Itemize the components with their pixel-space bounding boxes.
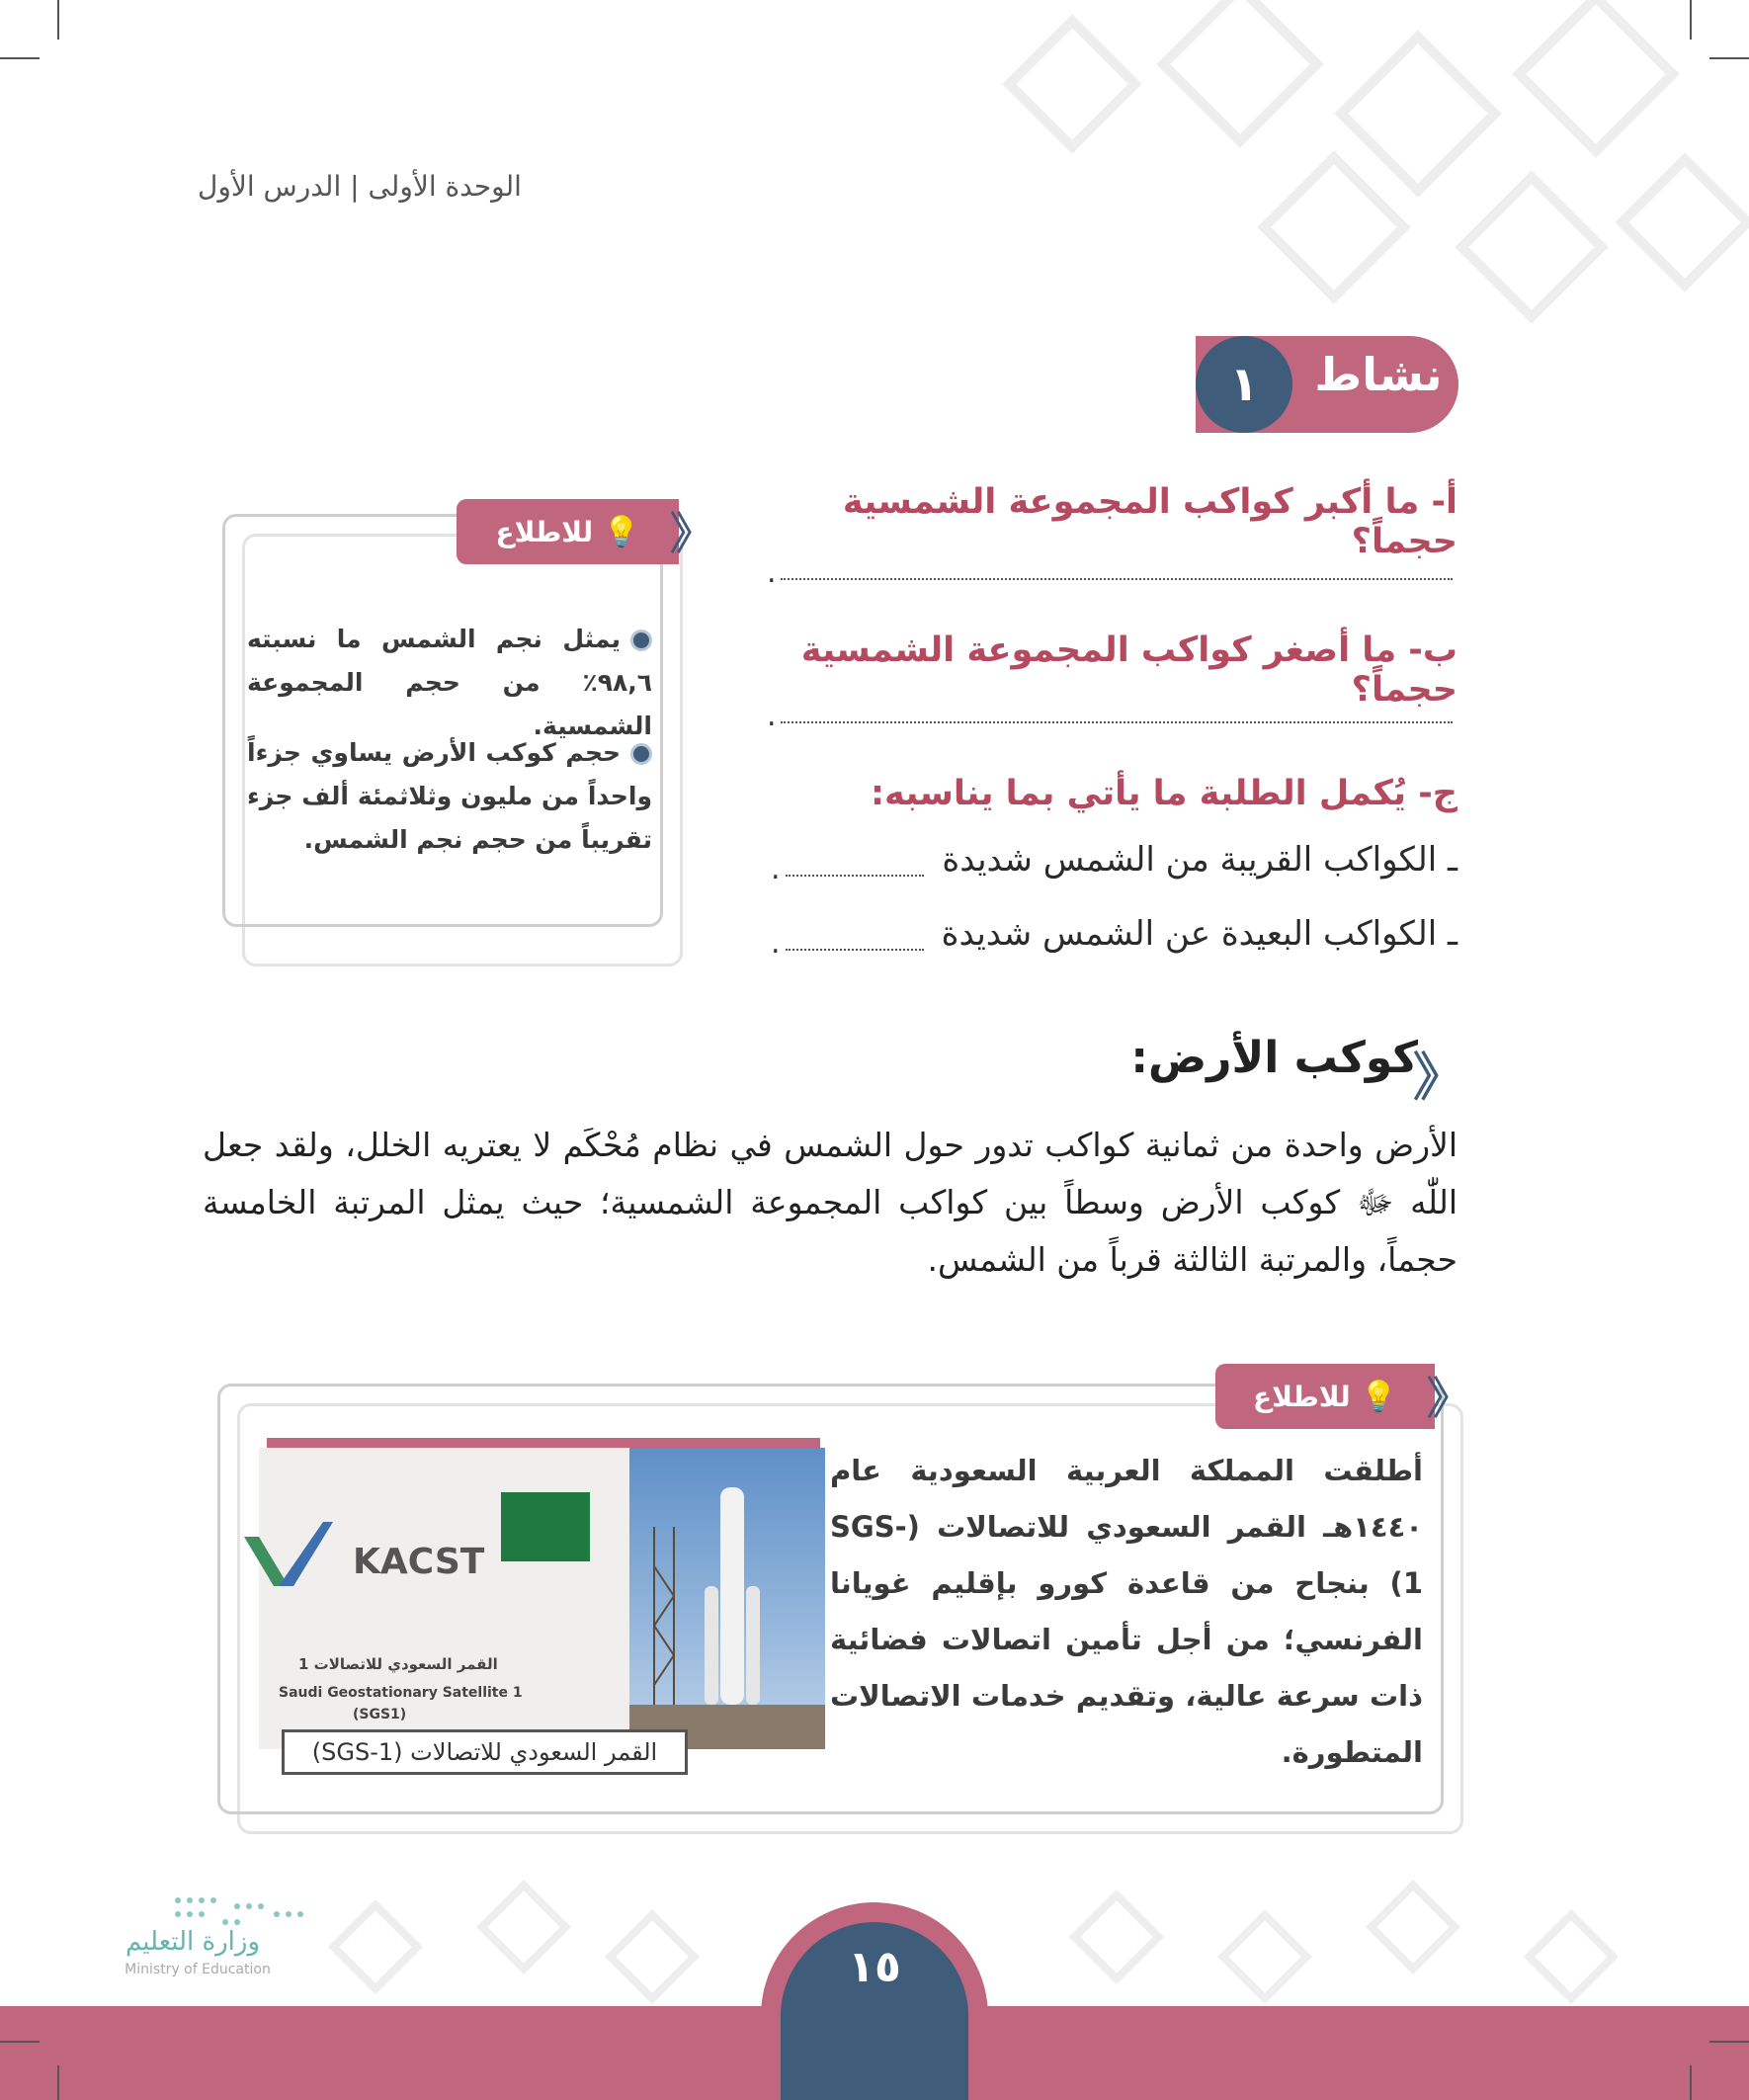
rocket-icon — [629, 1448, 825, 1749]
kacst-photo — [259, 1448, 629, 1749]
info-box-2-paragraph: أطلقت المملكة العربية السعودية عام ١٤٤٠هـ القمر السعودي للاتصالات (SGS-1) بنجاح من قاعدة كورو بإقليم غويانا الفرنسي؛ من أجل تأمين اتصالات فضائية ذات سرعة عالية، وتقديم خدمات الاتصالات المتطورة. — [830, 1454, 1423, 1769]
completion-blank-1[interactable] — [786, 875, 924, 877]
answer-line-b[interactable] — [781, 721, 1453, 723]
answer-line-a[interactable] — [781, 578, 1453, 580]
completion-end: . — [771, 852, 781, 886]
satellite-code: (SGS1) — [353, 1707, 407, 1722]
answer-line-end: . — [767, 555, 777, 590]
question-c: ج- يُكمل الطلبة ما يأتي بما يناسبه: — [871, 774, 1458, 813]
bullet-icon — [630, 630, 652, 651]
page-number: ١٥ — [781, 1922, 968, 2100]
crop-mark — [0, 57, 40, 59]
ministry-name-en: Ministry of Education — [125, 1962, 271, 1977]
satellite-label-ar: القمر السعودي للاتصالات 1 — [298, 1655, 498, 1673]
chevron-left-icon: 《 — [1427, 1374, 1470, 1424]
satellite-label-en: Saudi Geostationary Satellite 1 — [279, 1685, 523, 1701]
crop-mark — [57, 2065, 59, 2100]
bullet-icon — [630, 743, 652, 765]
section-title: كوكب الأرض: — [1130, 1033, 1418, 1083]
completion-line-1: ـ الكواكب القريبة من الشمس شديدة — [942, 840, 1458, 880]
photo-caption: القمر السعودي للاتصالات (SGS-1) — [282, 1729, 688, 1775]
info-tag-label: للاطلاع — [495, 515, 594, 548]
footer-pattern — [296, 1878, 1729, 2006]
info-tag-1 — [457, 499, 679, 564]
chevron-left-icon: 《 — [670, 509, 713, 559]
breadcrumb: الوحدة الأولى | الدرس الأول — [198, 170, 522, 203]
chevron-left-icon: 《 — [1413, 1049, 1465, 1108]
lightbulb-book-icon: 💡 — [603, 514, 640, 549]
crop-mark — [1709, 2041, 1749, 2043]
activity-label: نشاط — [1314, 348, 1443, 401]
ministry-name: وزارة التعليم — [125, 1927, 261, 1957]
info-item-1: يمثل نجم الشمس ما نسبته ٩٨,٦٪ من حجم المجموعة الشمسية. — [247, 625, 652, 740]
kacst-logo-mark — [279, 1517, 338, 1586]
kacst-logo: KACST — [353, 1542, 485, 1582]
ministry-logo-dots — [168, 1892, 316, 1928]
crop-mark — [57, 0, 59, 40]
answer-line-end: . — [767, 699, 777, 733]
info-item-2: حجم كوكب الأرض يساوي جزءاً واحداً من مليون وثلاثمئة ألف جزء تقريباً من حجم نجم الشمس. — [247, 738, 652, 854]
activity-number: ١ — [1196, 336, 1292, 433]
rocket-photo — [629, 1448, 825, 1749]
completion-line-2: ـ الكواكب البعيدة عن الشمس شديدة — [941, 914, 1458, 954]
question-a: أ- ما أكبر كواكب المجموعة الشمسية حجماً؟ — [842, 482, 1458, 561]
completion-blank-2[interactable] — [786, 949, 924, 951]
section-paragraph: الأرض واحدة من ثمانية كواكب تدور حول الشمس في نظام مُحْكَم لا يعتريه الخلل، ولقد جعل اللّٰه ﷻ كوكب الأرض وسطاً بين كواكب المجموعة الشمسية؛ حيث يمثل المرتبة الخامسة حجماً، والمرتبة الثالثة قرباً من الشمس. — [203, 1126, 1458, 1279]
info-tag-label: للاطلاع — [1253, 1380, 1351, 1413]
crop-mark — [0, 2041, 40, 2043]
background-pattern — [988, 0, 1749, 326]
crop-mark — [1690, 2065, 1692, 2100]
info-tag-2 — [1215, 1364, 1435, 1429]
saudi-flag — [501, 1492, 590, 1561]
completion-end: . — [771, 926, 781, 961]
question-b: ب- ما أصغر كواكب المجموعة الشمسية حجماً؟ — [800, 630, 1458, 710]
lightbulb-book-icon: 💡 — [1360, 1379, 1397, 1414]
